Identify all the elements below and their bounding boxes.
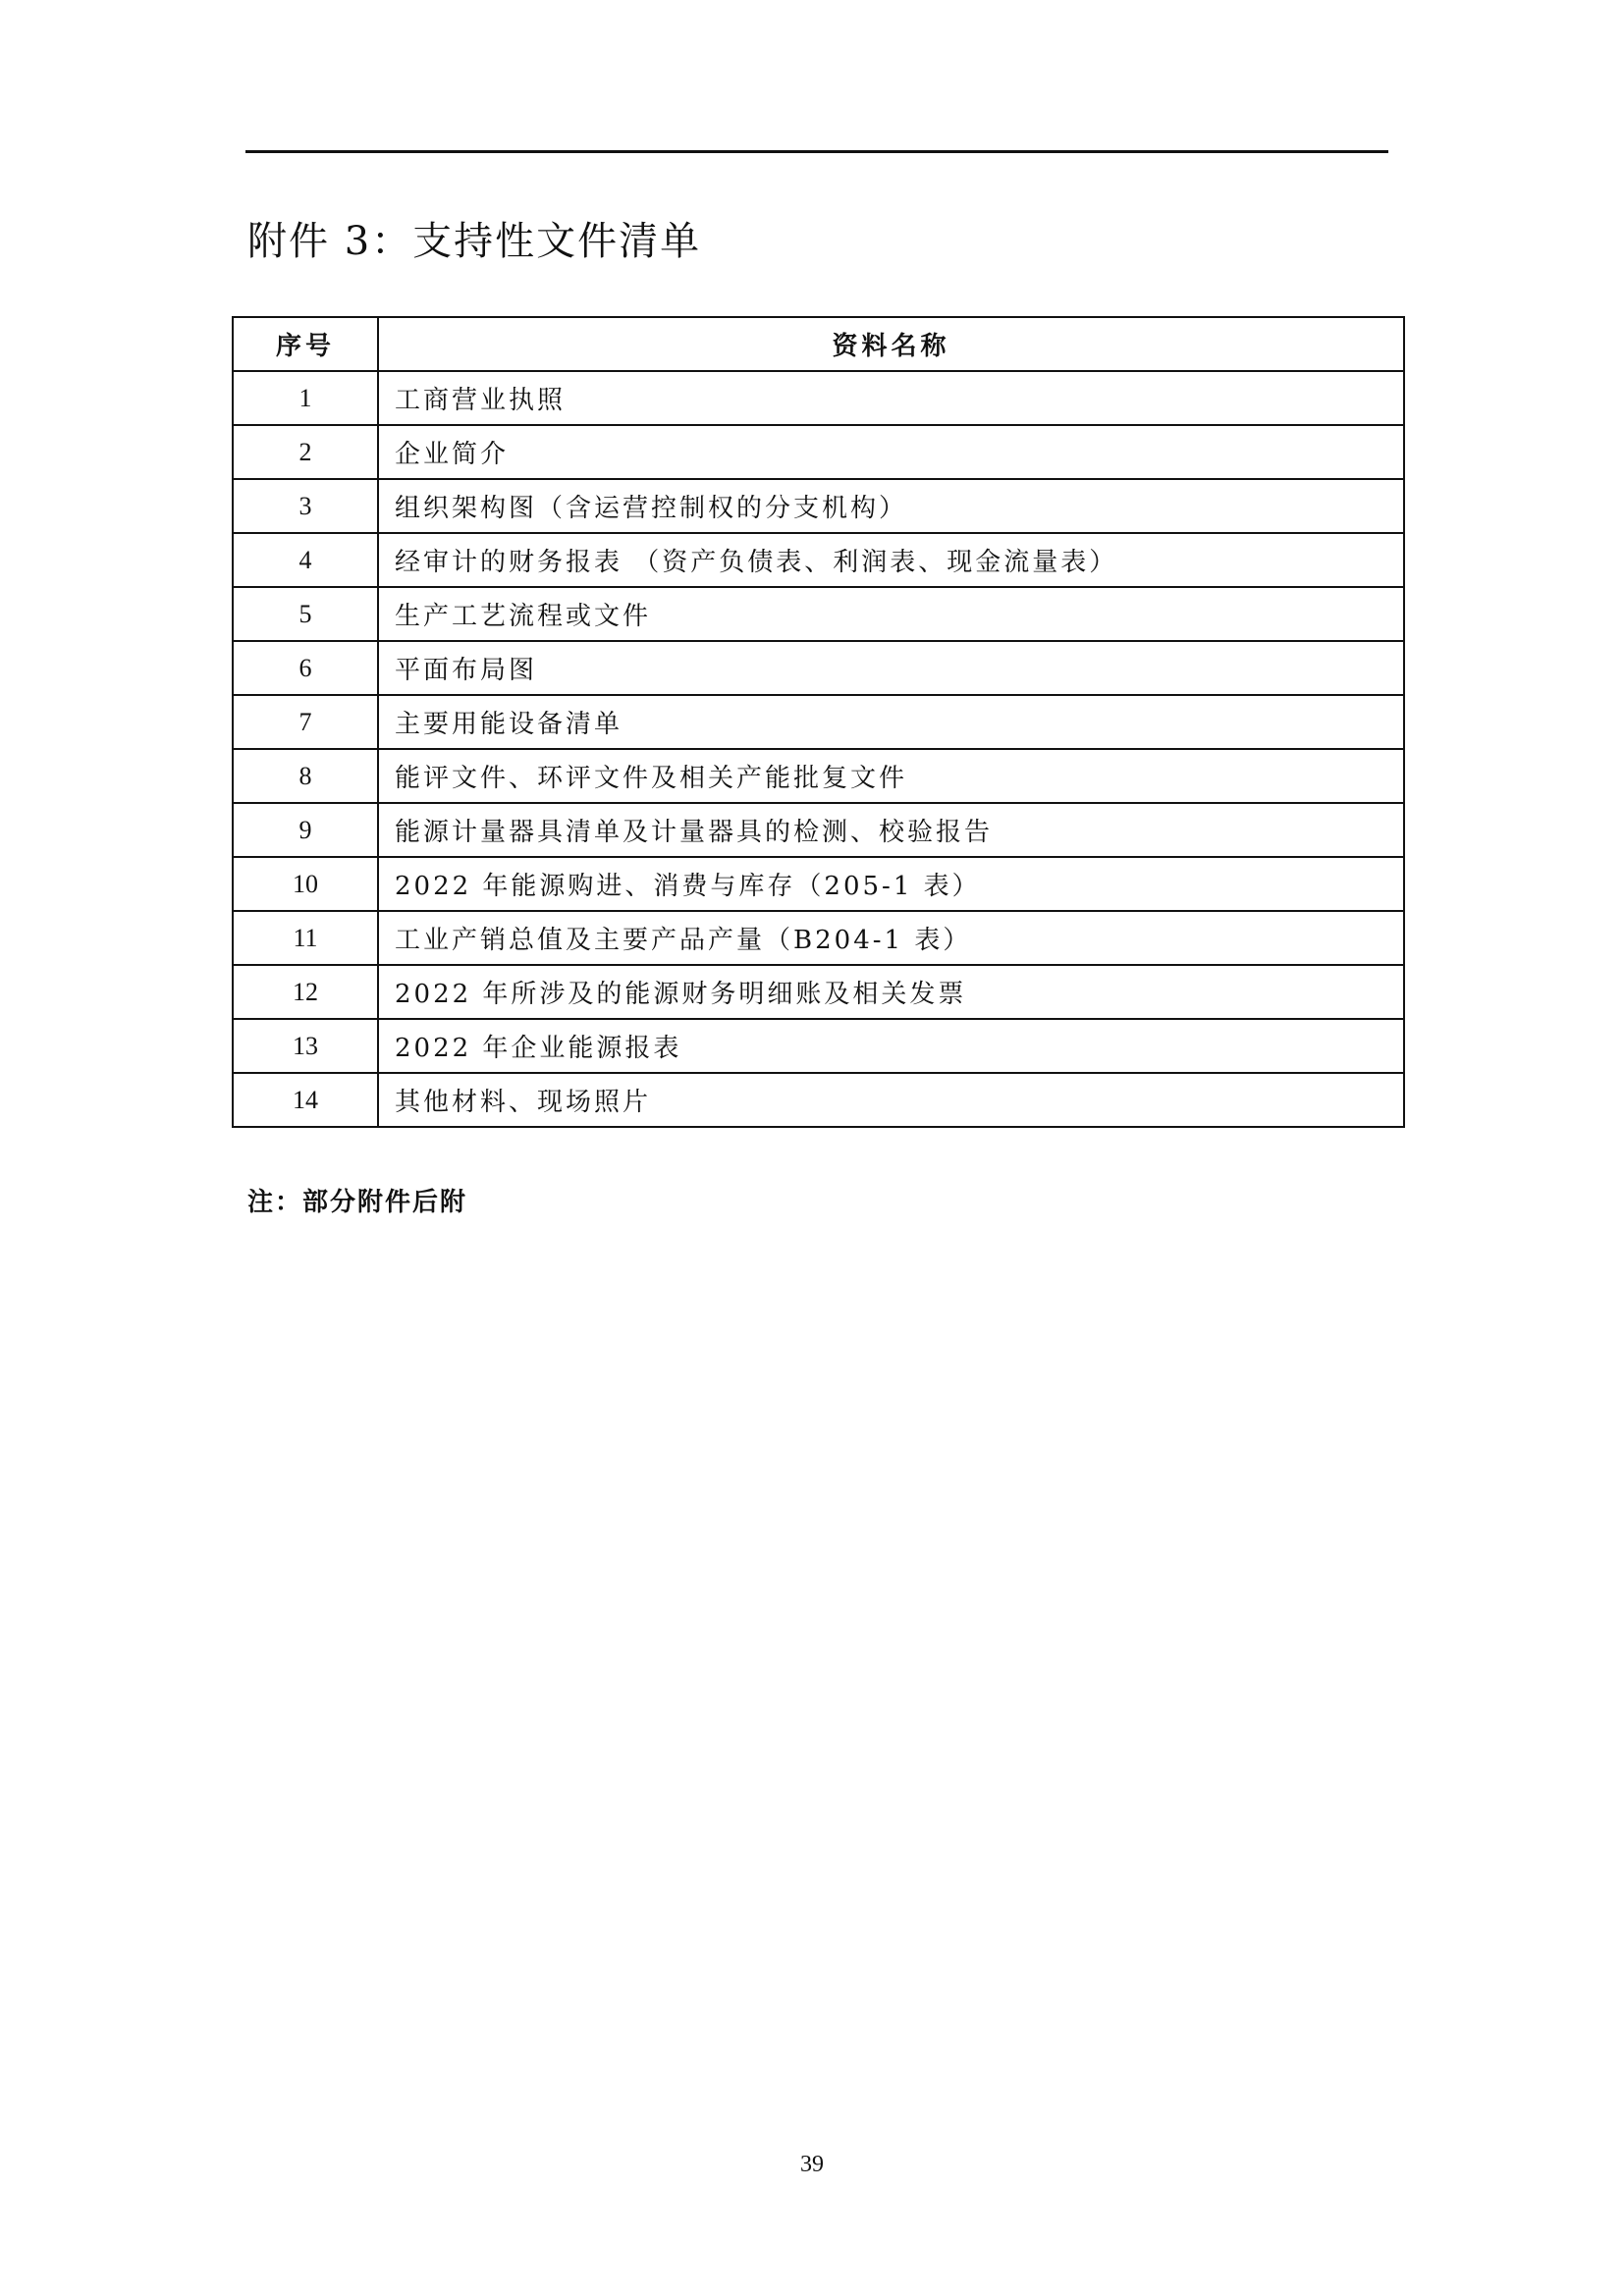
- row-number: 5: [233, 587, 378, 641]
- row-number: 13: [233, 1019, 378, 1073]
- document-name: 主要用能设备清单: [378, 695, 1404, 749]
- document-name: 平面布局图: [378, 641, 1404, 695]
- row-number: 4: [233, 533, 378, 587]
- table-row: [233, 695, 1404, 749]
- page-number: 39: [800, 2152, 824, 2177]
- table-row: [233, 857, 1404, 911]
- document-name: 工业产销总值及主要产品产量（B204-1 表）: [378, 911, 1404, 965]
- document-name: 2022 年所涉及的能源财务明细账及相关发票: [378, 965, 1404, 1019]
- document-name: 能源计量器具清单及计量器具的检测、校验报告: [378, 803, 1404, 857]
- table-row: [233, 533, 1404, 587]
- row-number: 3: [233, 479, 378, 533]
- header-rule: [245, 150, 1388, 153]
- table-row: [233, 911, 1404, 965]
- table-row: [233, 425, 1404, 479]
- row-number: 11: [233, 911, 378, 965]
- table-row: [233, 479, 1404, 533]
- document-name: 其他材料、现场照片: [378, 1073, 1404, 1127]
- document-name: 工商营业执照: [378, 371, 1404, 425]
- column-header-name: 资料名称: [378, 317, 1404, 371]
- row-number: 7: [233, 695, 378, 749]
- row-number: 1: [233, 371, 378, 425]
- row-number: 2: [233, 425, 378, 479]
- table-header-row: [233, 317, 1404, 371]
- table-row: [233, 803, 1404, 857]
- document-name: 经审计的财务报表 （资产负债表、利润表、现金流量表）: [378, 533, 1404, 587]
- row-number: 6: [233, 641, 378, 695]
- row-number: 8: [233, 749, 378, 803]
- column-header-number: 序号: [233, 317, 378, 371]
- document-name: 2022 年企业能源报表: [378, 1019, 1404, 1073]
- page-title: 附件 3：支持性文件清单: [247, 219, 702, 264]
- table-row: [233, 1019, 1404, 1073]
- document-name: 生产工艺流程或文件: [378, 587, 1404, 641]
- table-row: [233, 1073, 1404, 1127]
- row-number: 9: [233, 803, 378, 857]
- table-body: [233, 371, 1404, 1127]
- table-row: [233, 965, 1404, 1019]
- row-number: 14: [233, 1073, 378, 1127]
- table-row: [233, 371, 1404, 425]
- document-name: 组织架构图（含运营控制权的分支机构）: [378, 479, 1404, 533]
- row-number: 10: [233, 857, 378, 911]
- table-row: [233, 641, 1404, 695]
- document-name: 2022 年能源购进、消费与库存（205-1 表）: [378, 857, 1404, 911]
- row-number: 12: [233, 965, 378, 1019]
- table-row: [233, 587, 1404, 641]
- document-list-table: [232, 316, 1405, 1128]
- document-name: 企业简介: [378, 425, 1404, 479]
- table-row: [233, 749, 1404, 803]
- footnote: 注：部分附件后附: [247, 1188, 468, 1217]
- document-name: 能评文件、环评文件及相关产能批复文件: [378, 749, 1404, 803]
